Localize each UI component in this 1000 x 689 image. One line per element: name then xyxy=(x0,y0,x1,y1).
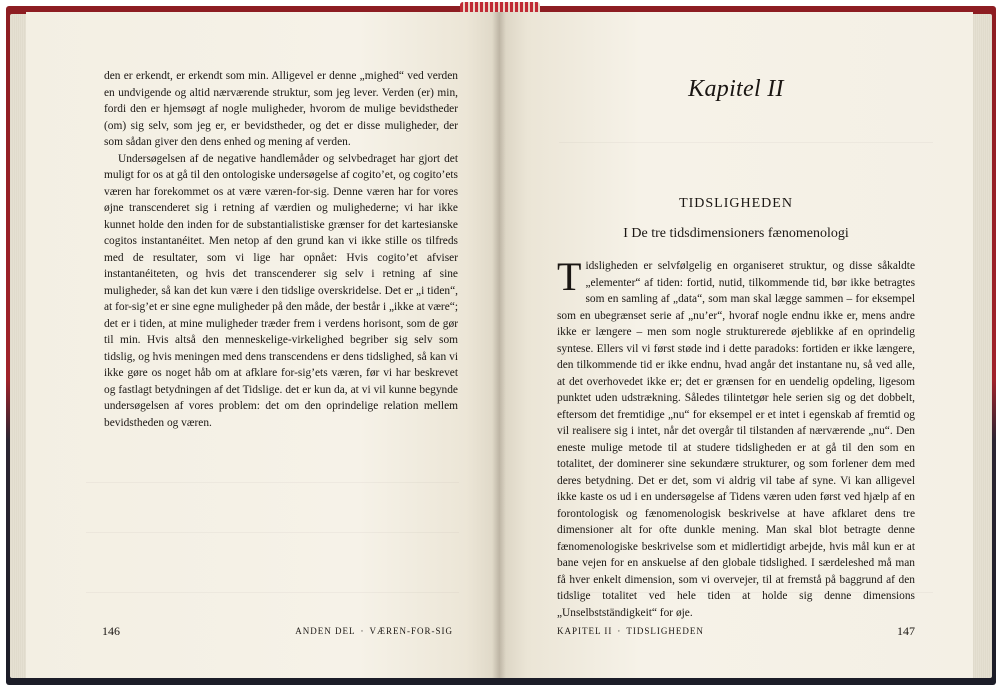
book-headband xyxy=(460,2,540,12)
left-page-body xyxy=(104,68,458,431)
page-edges-right xyxy=(972,14,992,678)
running-head-title: VÆREN-FOR-SIG xyxy=(369,626,453,636)
body-paragraph xyxy=(557,254,915,621)
show-through-line xyxy=(86,482,459,483)
running-head-part: ANDEN DEL xyxy=(295,626,356,636)
right-page xyxy=(499,12,973,678)
running-head xyxy=(295,626,453,636)
running-head-title: TIDSLIGHEDEN xyxy=(626,626,704,636)
show-through-line xyxy=(86,592,459,593)
left-page xyxy=(26,12,499,678)
paragraph-text: idsligheden er selvfølgelig en organiseret struktur, og disse såkaldte „elementer“ af tiden: fortid, nutid, tilkommende tid, bør ikke betragtes som en samling af „data“, som man skal lægge sammen – for eksempel som en ubegrænset serie af „nu’er“, hvoraf nogle endnu ikke er, mens andre ikke er længere – men som nogle strukturerede øjeblikke af en oprindelig syntese. Ellers vil vi først støde ind i dette paradoks: fortiden er ikke længere, den tilkommende tid er ikke endnu, hvad angår det instantane nu, så ved alle, at det overhovedet ikke er; det er grænsen for en uendelig opdeling, ligesom punktet uden udstrækning. Således tilintetgør hele serien sig og det dobbelt, eftersom det fremtidige „nu“ for eksempel er et intet i egenskab af fremtid og vil realisere sig i intet, når det overgår til tilstanden af nærværende „nu“. Den eneste mulige metode til at studere tidsligheden er at gå til den som en totalitet, der dominerer sine sekundære strukturer, og som forlener dem med deres betydning. Det er det, som vi aldrig vil tabe af syne. Vi kan alligevel ikke kaste os ud i en undersøgelse af Tidens væren uden først ved hjælp af en forontologisk og fænomenologisk beskrivelse at have afklaret dens tre dimensioner alt for ofte dunkle mening. Man skal blot betragte denne fænomenologiske beskrivelse som et midlertidigt arbejde, hvis mål kun er at bane vejen for en anskuelse af den globale tidslighed. I særdeleshed må man få hver enkelt dimension, som vi overvejer, til at fremstå på baggrund af den tidslige totalitet ved hele tiden at holde sig denne dimensions „Unselbstständigkeit“ for øje. xyxy=(557,260,915,619)
page-number: 146 xyxy=(102,624,120,638)
chapter-title: Kapitel II xyxy=(688,76,784,102)
page-number: 147 xyxy=(897,624,915,638)
running-head-chapter: KAPITEL II xyxy=(557,626,613,636)
section-title: TIDSLIGHEDEN xyxy=(679,196,793,211)
running-head xyxy=(557,626,704,636)
subsection-title: I De tre tidsdimensioners fænomenologi xyxy=(623,226,849,241)
running-head-separator: · xyxy=(360,626,365,636)
drop-cap: T xyxy=(557,254,582,299)
show-through-line xyxy=(559,142,933,143)
right-page-body xyxy=(557,254,915,621)
show-through-line xyxy=(86,532,459,533)
body-paragraph: Undersøgelsen af de negative handlemåder og selvbedraget har gjort det muligt for os at gå til den ontologiske undersøgelse af cogito’et, og cogito’ets væren har forekommet os at være væren-for-sig. Denne væren har for vores øjne transcenderet sig i retning af værdien og mulighederne; vi har ikke kunnet holde den inden for de substantialistiske grænser for det kartesianske cogitos instantanéitet. Men netop af den grund kan vi ikke stille os tilfreds med de resultater, som vi lige har opnået: Hvis cogito’et afviser instantanéiteten, og hvis det transcenderer sig selv i retning af sine muligheder, så kan det kun være i den tidslige overskridelse. Det er „i tiden“, at for-sig’et er sine egne muligheder på den måde, der består i „ikke at være“; det er i tiden, at mine muligheder træder frem i verdens horisont, som de gør til min. Hvis altså den menneskelige-virkelighed begriber sig selv som tidslig, og hvis meningen med dens transcendens er dens tidslighed, så kan vi ikke gøre os noget håb om at afklare for-sig’ets væren, før vi har beskrevet og fastlagt betydningen af det Tidslige. det er kun da, at vi vil kunne begynde undersøgelsen af vores problem: det om den oprindelige relation mellem bevidstheden og væren. xyxy=(104,152,458,429)
body-paragraph: den er erkendt, er erkendt som min. Alligevel er denne „mighed“ ved verden en undvigende og altid nærværende struktur, som jeg lever. Verden (er) min, fordi den er hjemsøgt af nogle muligheder, hvorom de mulige bevidstheder (om) sig selv, som jeg er, er bevidstheder, og det er disse muligheder, der som sådan giver den dens enhed og mening af verden. xyxy=(104,70,458,148)
running-head-separator: · xyxy=(617,626,622,636)
book-gutter xyxy=(492,12,506,678)
